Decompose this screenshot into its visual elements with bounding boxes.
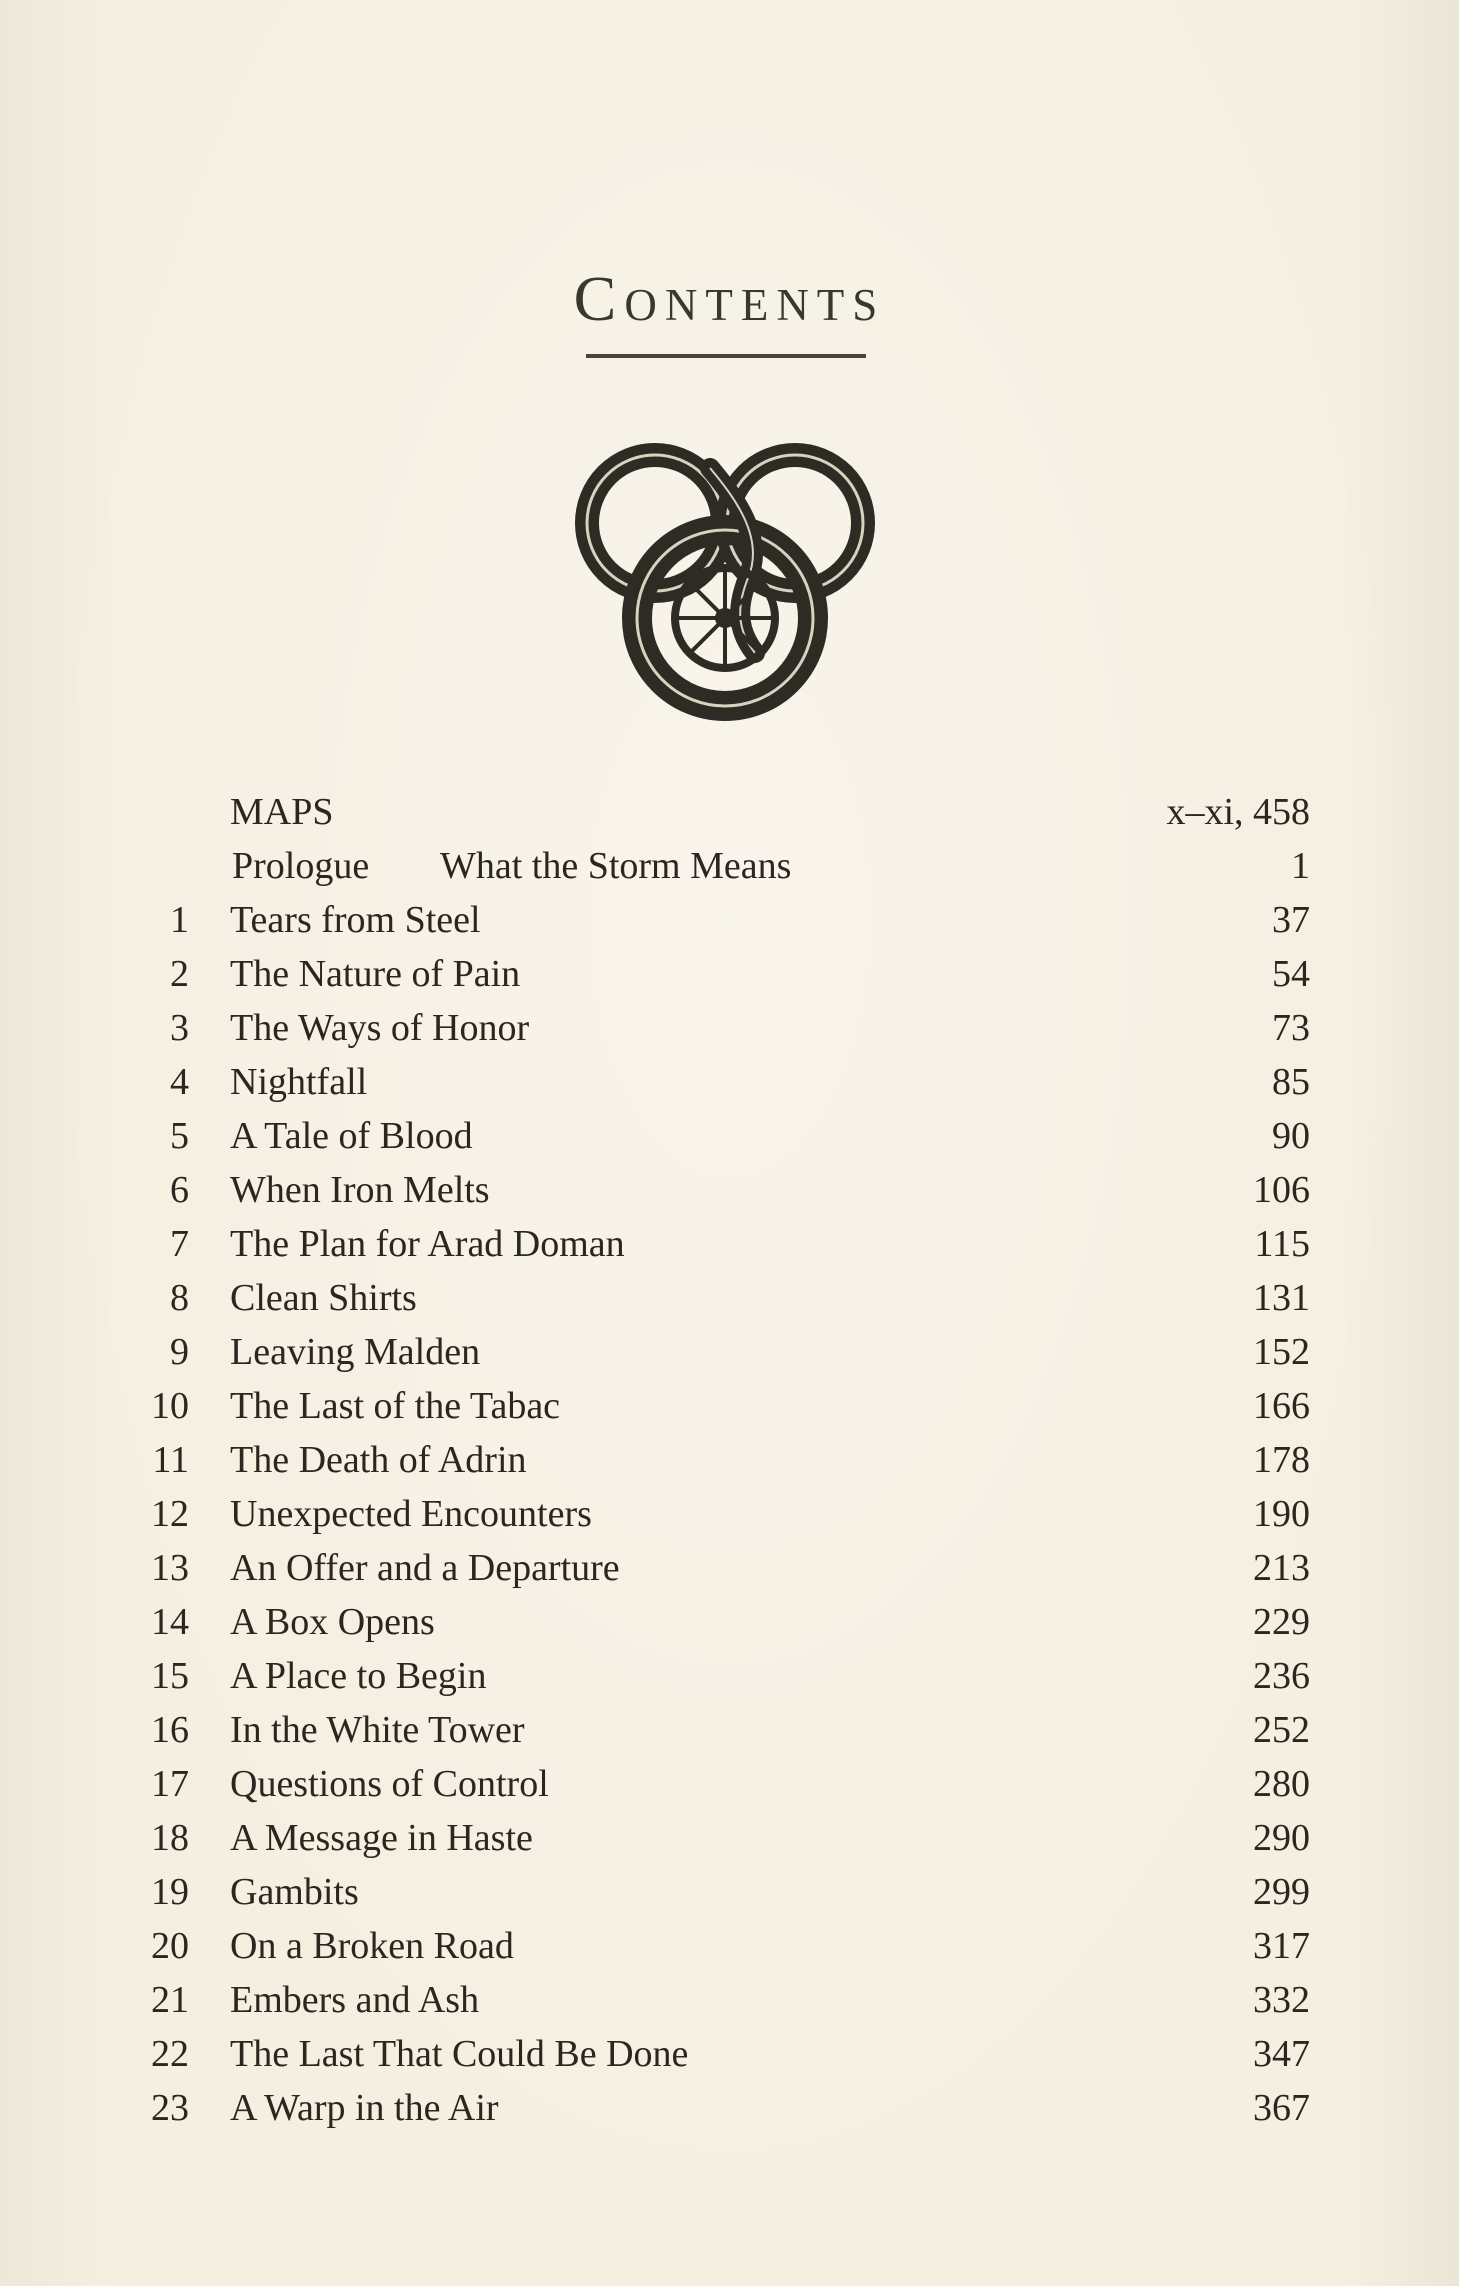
chapter-number: 21	[151, 1979, 189, 2021]
chapter-number: 1	[170, 899, 189, 941]
chapter-number: 9	[170, 1331, 189, 1373]
toc-entry	[0, 2081, 1459, 2135]
chapter-number: 2	[170, 953, 189, 995]
toc-entry	[0, 947, 1459, 1001]
chapter-number: 7	[170, 1223, 189, 1265]
toc-entry	[0, 1919, 1459, 1973]
entry-page: 347	[1253, 2033, 1310, 2075]
entry-title: A Warp in the Air	[230, 2087, 499, 2129]
chapter-number: 15	[151, 1655, 189, 1697]
entry-page: 85	[1272, 1061, 1310, 1103]
entry-title: A Message in Haste	[230, 1817, 533, 1859]
entry-page: 178	[1253, 1439, 1310, 1481]
entry-title: Clean Shirts	[230, 1277, 417, 1319]
entry-page: 131	[1253, 1277, 1310, 1319]
chapter-number: 16	[151, 1709, 189, 1751]
toc-entry	[0, 1865, 1459, 1919]
entry-title: The Plan for Arad Doman	[230, 1223, 625, 1265]
entry-title: Unexpected Encounters	[230, 1493, 592, 1535]
toc-entry	[0, 1487, 1459, 1541]
toc-entry	[0, 1109, 1459, 1163]
page-title: Contents	[573, 263, 886, 334]
chapter-number: 17	[151, 1763, 189, 1805]
entry-page: 106	[1253, 1169, 1310, 1211]
entry-title: The Nature of Pain	[230, 953, 521, 995]
entry-page: 166	[1253, 1385, 1310, 1427]
chapter-number: 20	[151, 1925, 189, 1967]
chapter-number: 6	[170, 1169, 189, 1211]
chapter-number: 11	[152, 1439, 189, 1481]
entry-page: x–xi, 458	[1166, 791, 1310, 833]
chapter-number: 19	[151, 1871, 189, 1913]
chapter-number: 22	[151, 2033, 189, 2075]
entry-title: Gambits	[230, 1871, 359, 1913]
toc-entry	[0, 1541, 1459, 1595]
toc-entry	[0, 1649, 1459, 1703]
entry-page: 299	[1253, 1871, 1310, 1913]
toc-entry	[0, 1703, 1459, 1757]
toc-entry	[0, 1595, 1459, 1649]
entry-title: In the White Tower	[230, 1709, 525, 1751]
entry-title: The Death of Adrin	[230, 1439, 527, 1481]
entry-title: The Ways of Honor	[230, 1007, 530, 1049]
chapter-number: 14	[151, 1601, 189, 1643]
entry-page: 73	[1272, 1007, 1310, 1049]
entry-page: 252	[1253, 1709, 1310, 1751]
toc-entry	[0, 1973, 1459, 2027]
entry-page: 152	[1253, 1331, 1310, 1373]
entry-title: Tears from Steel	[230, 899, 481, 941]
toc-entry	[0, 1001, 1459, 1055]
title-underline	[586, 354, 866, 358]
toc-entry	[0, 1811, 1459, 1865]
entry-title: Questions of Control	[230, 1763, 549, 1805]
chapter-number: 18	[151, 1817, 189, 1859]
entry-title: When Iron Melts	[230, 1169, 490, 1211]
toc-entry-maps	[0, 785, 1459, 839]
entry-title: What the Storm Means	[440, 845, 792, 887]
entry-page: 290	[1253, 1817, 1310, 1859]
toc-entry	[0, 893, 1459, 947]
entry-page: 54	[1272, 953, 1310, 995]
entry-page: 280	[1253, 1763, 1310, 1805]
entry-page: 236	[1253, 1655, 1310, 1697]
chapter-number: 13	[151, 1547, 189, 1589]
wheel-serpent-emblem-icon	[560, 428, 890, 728]
entry-page: 213	[1253, 1547, 1310, 1589]
entry-page: 115	[1254, 1223, 1310, 1265]
entry-title: Leaving Malden	[230, 1331, 481, 1373]
entry-title: Nightfall	[230, 1061, 368, 1103]
toc-entry	[0, 1757, 1459, 1811]
entry-title: The Last of the Tabac	[230, 1385, 561, 1427]
toc-entry	[0, 1217, 1459, 1271]
toc-entry	[0, 1271, 1459, 1325]
toc-entry	[0, 2027, 1459, 2081]
chapter-number: 5	[170, 1115, 189, 1157]
toc-entry	[0, 1433, 1459, 1487]
entry-page: 1	[1291, 845, 1310, 887]
entry-title: A Place to Begin	[230, 1655, 487, 1697]
chapter-number: 4	[170, 1061, 189, 1103]
entry-label: Prologue	[232, 845, 370, 887]
entry-page: 190	[1253, 1493, 1310, 1535]
toc-entry	[0, 1055, 1459, 1109]
entry-page: 229	[1253, 1601, 1310, 1643]
entry-page: 90	[1272, 1115, 1310, 1157]
chapter-number: 8	[170, 1277, 189, 1319]
toc-entry-prologue	[0, 839, 1459, 893]
entry-page: 317	[1253, 1925, 1310, 1967]
entry-title: A Box Opens	[230, 1601, 435, 1643]
chapter-number: 12	[151, 1493, 189, 1535]
entry-page: 367	[1253, 2087, 1310, 2129]
toc-entry	[0, 1379, 1459, 1433]
toc-entry	[0, 1163, 1459, 1217]
entry-title: An Offer and a Departure	[230, 1547, 620, 1589]
entry-title: On a Broken Road	[230, 1925, 514, 1967]
chapter-number: 23	[151, 2087, 189, 2129]
entry-title: Embers and Ash	[230, 1979, 480, 2021]
chapter-number: 10	[151, 1385, 189, 1427]
entry-page: 332	[1253, 1979, 1310, 2021]
entry-title: The Last That Could Be Done	[230, 2033, 689, 2075]
entry-page: 37	[1272, 899, 1310, 941]
toc-entry	[0, 1325, 1459, 1379]
entry-title: MAPS	[230, 791, 334, 833]
entry-title: A Tale of Blood	[230, 1115, 473, 1157]
chapter-number: 3	[170, 1007, 189, 1049]
